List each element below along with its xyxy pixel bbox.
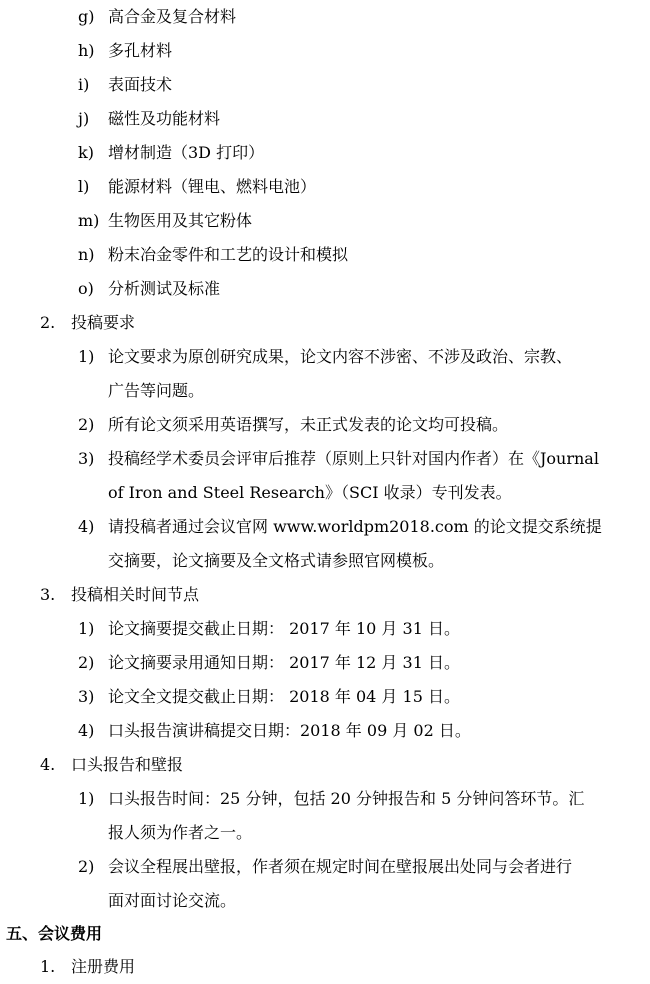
item-text: 多孔材料 [108,41,173,60]
item-marker: h) [78,41,95,60]
item-text: 磁性及功能材料 [108,109,221,128]
item-text: 广告等问题。 [108,381,205,400]
item-marker: 2) [78,857,95,876]
item-marker: 1) [78,347,95,366]
item-text: 论文全文提交截止日期： 2018 年 04 月 15 日。 [108,687,460,706]
item-text: 论文摘要录用通知日期： 2017 年 12 月 31 日。 [108,653,460,672]
item-text: of Iron and Steel Research》（SCI 收录）专刊发表。 [108,483,512,502]
item-text: 报人须为作者之一。 [108,823,253,842]
item-marker: 3) [78,449,95,468]
item-text: 论文要求为原创研究成果，论文内容不涉密、不涉及政治、宗教、 [108,347,573,366]
section-number: 2. [40,313,56,332]
item-marker: 4) [78,517,95,536]
item-text: 请投稿者通过会议官网 www.worldpm2018.com 的论文提交系统提 [108,517,602,536]
item-text: 交摘要，论文摘要及全文格式请参照官网模板。 [108,551,445,570]
item-text: 高合金及复合材料 [108,7,237,26]
section-number: 4. [40,755,56,774]
section-title: 口头报告和壁报 [71,755,184,774]
chapter-title: 五、会议费用 [6,924,103,943]
item-text: 所有论文须采用英语撰写，未正式发表的论文均可投稿。 [108,415,509,434]
item-marker: m) [78,211,100,230]
item-text: 生物医用及其它粉体 [108,211,253,230]
item-text: 粉末冶金零件和工艺的设计和模拟 [108,245,349,264]
item-text: 分析测试及标准 [108,279,221,298]
item-marker: 2) [78,653,95,672]
item-text: 口头报告演讲稿提交日期：2018 年 09 月 02 日。 [108,721,471,740]
item-marker: 2) [78,415,95,434]
item-marker: l) [78,177,90,196]
item-marker: 1) [78,619,95,638]
item-text: 增材制造（3D 打印） [108,143,265,162]
section-number: 1. [40,957,56,976]
item-marker: n) [78,245,95,264]
item-text: 口头报告时间：25 分钟，包括 20 分钟报告和 5 分钟问答环节。汇 [108,789,585,808]
section-title: 投稿相关时间节点 [71,585,200,604]
item-text: 能源材料（锂电、燃料电池） [108,177,317,196]
item-text: 论文摘要提交截止日期： 2017 年 10 月 31 日。 [108,619,460,638]
item-marker: 3) [78,687,95,706]
item-text: 表面技术 [108,75,173,94]
item-marker: g) [78,7,95,26]
section-title: 注册费用 [71,957,136,976]
item-marker: o) [78,279,94,298]
item-text: 会议全程展出壁报，作者须在规定时间在壁报展出处同与会者进行 [108,857,573,876]
item-marker: k) [78,143,94,162]
section-title: 投稿要求 [71,313,136,332]
section-number: 3. [40,585,56,604]
item-text: 投稿经学术委员会评审后推荐（原则上只针对国内作者）在《Journal [108,449,599,468]
item-text: 面对面讨论交流。 [108,891,237,910]
item-marker: i) [78,75,90,94]
item-marker: 4) [78,721,95,740]
item-marker: 1) [78,789,95,808]
item-marker: j) [78,109,90,128]
